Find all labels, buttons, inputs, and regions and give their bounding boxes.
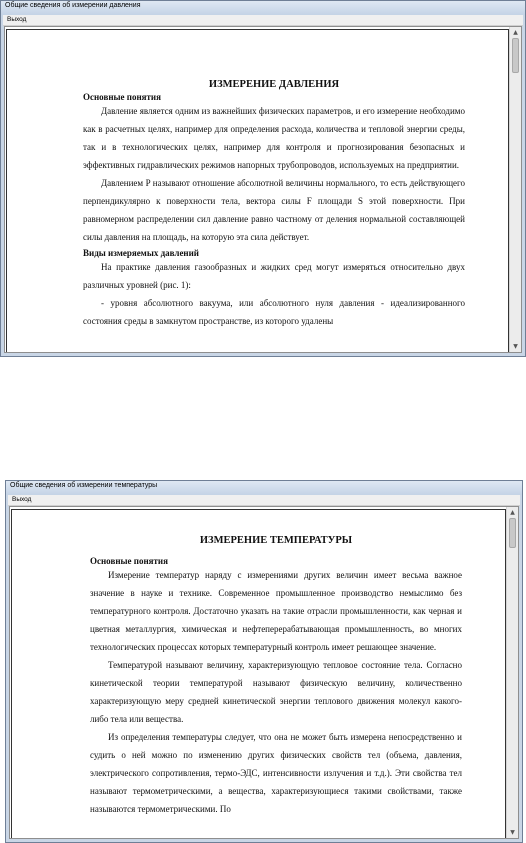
menu-exit[interactable]: Выход xyxy=(12,496,32,503)
section-title: Виды измеряемых давлений xyxy=(83,248,199,258)
scroll-thumb[interactable] xyxy=(512,38,519,73)
scroll-thumb[interactable] xyxy=(509,518,516,548)
window-title: Общие сведения об измерении давления xyxy=(5,2,141,9)
menu-bar xyxy=(8,495,520,506)
document-content xyxy=(90,535,462,818)
paragraph: - уровня абсолютного вакуума, или абсолютного нуля давления - идеализированного состояния среды в замкнутом пространстве, из которого удалены xyxy=(83,298,465,326)
vertical-scrollbar[interactable] xyxy=(509,27,521,352)
title-bar[interactable] xyxy=(6,481,522,495)
page-title: ИЗМЕРЕНИЕ ДАВЛЕНИЯ xyxy=(208,79,340,90)
paragraph: Из определения температуры следует, что она не может быть измерена непосредственно и судить о ней можно по изменению других физических свойств тел (объема, давления, электрического сопротивления, термо-ЭДС, интенсивности излучения и т.д.). Эти свойства тел называют термометрическими, а вещества, характеризующиеся такими свойствами, также называются термометрическими. По xyxy=(90,732,462,814)
menu-exit[interactable]: Выход xyxy=(7,16,27,23)
paragraph: Давлением P называют отношение абсолютной величины нормального, то есть действующего перпендикулярно к поверхности тела, вектора силы F площади S этой поверхности. При равномерном распределении сил давление равно частному от деления нормальной составляющей силы давления на площадь, на которую эта сила действует. xyxy=(83,178,465,242)
paragraph: На практике давления газообразных и жидких сред могут измеряться относительно двух различных уровней (рис. 1): xyxy=(83,262,465,290)
title-bar[interactable] xyxy=(1,1,525,15)
scroll-down-icon[interactable]: ▼ xyxy=(510,829,515,836)
window-title: Общие сведения об измерении температуры xyxy=(10,482,158,489)
paragraph: Измерение температур наряду с измерениями других величин имеет весьма важное значение в науке и технике. Современное промышленное производство немыслимо без температурного контроля. Достаточно указать на такие отрасли промышленности, как черная и цветная металлургия, химическая и нефтеперерабатывающая промышленность, во многих технологических процессах которых температурный контроль имеет решающее значение. xyxy=(90,570,462,652)
paragraph: Давление является одним из важнейших физических параметров, и его измерение необходимо как в расчетных целях, например для определения расхода, количества и тепловой энергии среды, так и в технологических целях, например для контроля и прогнозирования безопасных и эффективных гидравлических режимов напорных трубопроводов, используемых на предприятии. xyxy=(83,106,465,170)
temperature-window xyxy=(5,480,523,843)
vertical-scrollbar[interactable] xyxy=(506,507,518,838)
menu-bar xyxy=(3,15,523,26)
document-view[interactable] xyxy=(4,26,522,353)
document-content xyxy=(83,79,465,330)
scroll-up-icon[interactable]: ▲ xyxy=(513,29,518,36)
scroll-down-icon[interactable]: ▼ xyxy=(513,343,518,350)
page-title: ИЗМЕРЕНИЕ ТЕМПЕРАТУРЫ xyxy=(199,535,353,546)
pressure-window xyxy=(0,0,526,357)
paragraph: Температурой называют величину, характеризующую тепловое состояние тела. Согласно кинетической теории температурой называют физическую величину, количественно характеризующую меру средней кинетической энергии теплового движения молекул какого-либо тела или вещества. xyxy=(90,660,462,724)
section-title: Основные понятия xyxy=(90,556,168,566)
section-title: Основные понятия xyxy=(83,92,161,102)
document-view[interactable] xyxy=(9,506,519,839)
scroll-up-icon[interactable]: ▲ xyxy=(510,509,515,516)
